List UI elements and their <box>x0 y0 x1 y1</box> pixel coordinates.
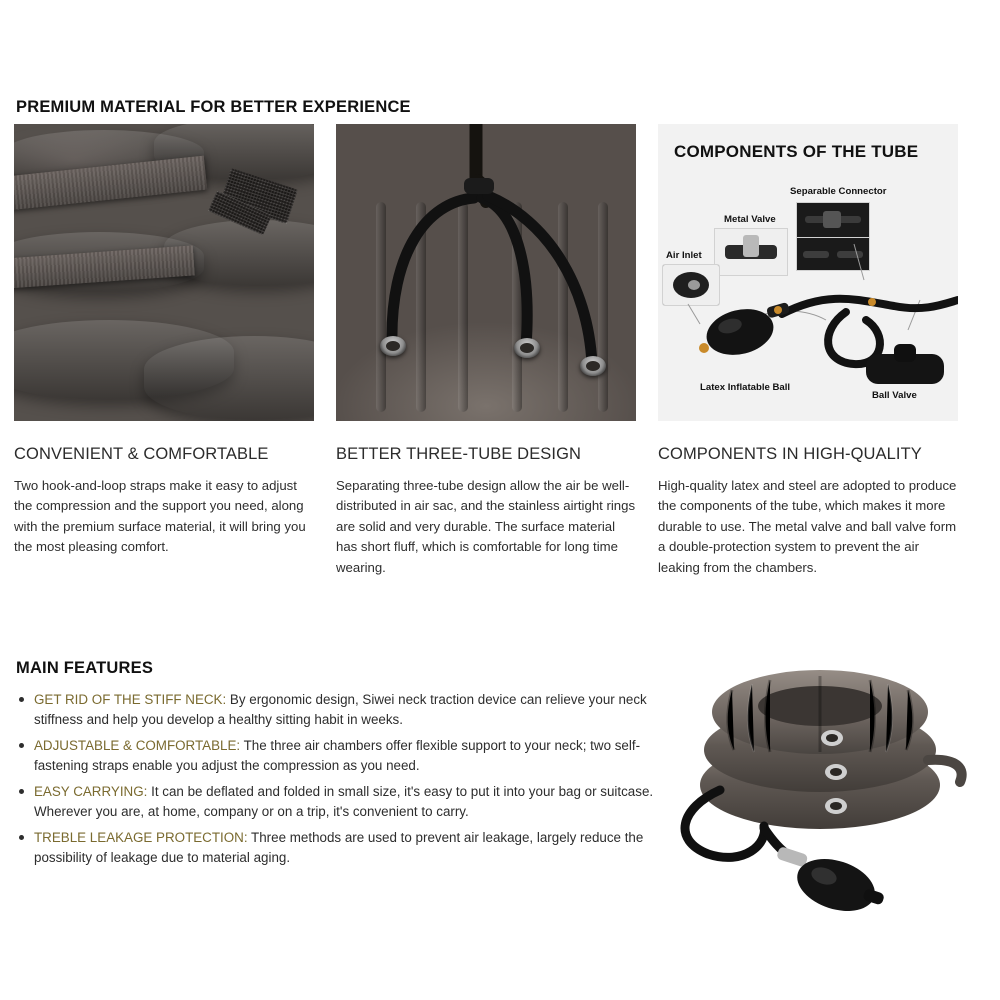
airtight-ring <box>514 338 540 358</box>
feature-key: ADJUSTABLE & COMFORTABLE: <box>34 738 241 754</box>
fabric-fold <box>144 336 314 420</box>
list-item <box>16 828 676 867</box>
feature-text: Three methods are used to prevent air leakage, largely reduce the possibility of leakage due to material aging. <box>34 830 644 865</box>
card-convenient-comfortable <box>14 124 314 578</box>
label-separable-connector: Separable Connector <box>790 186 887 197</box>
card-body: Separating three-tube design allow the air be well-distributed in air sac, and the stainless airtight rings are solid and very durable. The surface material has short fluff, which is comfortable for long time wearing. <box>336 478 636 575</box>
feature-key: EASY CARRYING: <box>34 784 148 800</box>
card-body: High-quality latex and steel are adopted to produce the components of the tube, which makes it more durable to use. The metal valve and ball valve form a double-protection system to prevent the air leaking from the chambers. <box>658 478 957 575</box>
card-three-tube-design <box>336 124 636 578</box>
feature-card-row <box>14 124 986 578</box>
card-title: COMPONENTS IN HIGH-QUALITY <box>658 445 922 463</box>
label-metal-valve: Metal Valve <box>724 214 776 225</box>
airtight-ring <box>580 356 606 376</box>
card-title: CONVENIENT & COMFORTABLE <box>14 445 269 463</box>
neck-traction-device-photo <box>660 640 1000 940</box>
card-components-quality <box>658 124 958 578</box>
components-diagram-title: COMPONENTS OF THE TUBE <box>674 142 919 161</box>
feature-key: GET RID OF THE STIFF NECK: <box>34 692 227 707</box>
card-body: Two hook-and-loop straps make it easy to adjust the compression and the support you need, along with the premium surface material, it will bring you the most pleasing comfort. <box>14 478 306 555</box>
feature-key: TREBLE LEAKAGE PROTECTION: <box>34 830 248 846</box>
list-item <box>16 736 676 775</box>
airtight-ring <box>380 336 406 356</box>
premium-material-heading: PREMIUM MATERIAL FOR BETTER EXPERIENCE <box>16 98 411 116</box>
card-title: BETTER THREE-TUBE DESIGN <box>336 445 582 463</box>
label-latex-inflatable-ball: Latex Inflatable Ball <box>700 382 791 393</box>
diagram-illustration <box>658 124 958 421</box>
feature-text: It can be deflated and folded in small size, it's easy to put it into your bag or suitcase. Wherever you are, at home, company or on a trip, it's convenient to carry. <box>34 784 654 819</box>
list-item <box>16 690 676 729</box>
neck-device-illustration <box>660 640 1000 940</box>
air-tube-graphic <box>336 124 636 421</box>
feature-text: By ergonomic design, Siwei neck traction device can relieve your neck stiffness and help you develop a healthy sitting habit in weeks. <box>34 692 647 727</box>
feature-text: The three air chambers offer flexible support to your neck; two self-fastening straps enable you adjust the compression as you need. <box>34 738 641 773</box>
fabric-straps-photo <box>14 124 314 421</box>
label-ball-valve: Ball Valve <box>872 390 917 401</box>
main-features-heading: MAIN FEATURES <box>16 659 154 677</box>
components-diagram <box>658 124 958 421</box>
list-item <box>16 782 676 821</box>
main-features-list <box>16 690 676 875</box>
three-tube-photo <box>336 124 636 421</box>
label-air-inlet: Air Inlet <box>666 250 702 261</box>
